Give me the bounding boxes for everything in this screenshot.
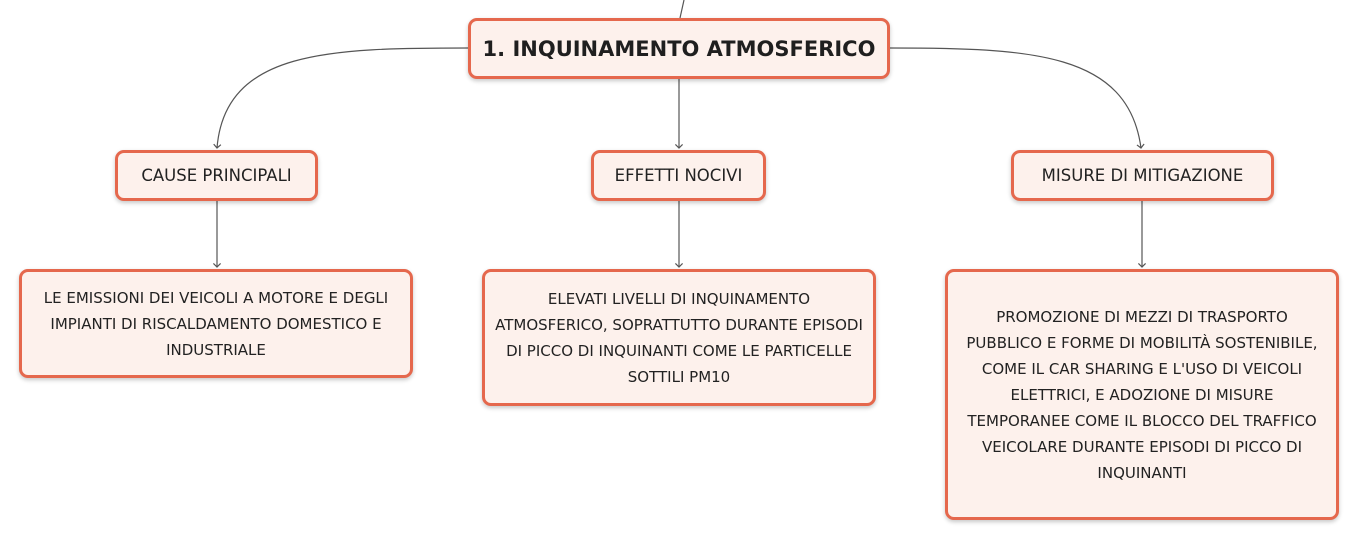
- category-node-measures[interactable]: [1011, 150, 1274, 201]
- connector-from-parent: [680, 0, 684, 18]
- category-label-causes: CAUSE PRINCIPALI: [141, 166, 292, 185]
- detail-text-measures: PROMOZIONE DI MEZZI DI TRASPORTO PUBBLICO E FORME DI MOBILITÀ SOSTENIBILE, COME IL CAR SHARING E L'USO DI VEICOLI ELETTRICI, E ADOZIONE DI MISURE TEMPORANEE COME IL BLOCCO DEL TRAFFICO VEICOLARE DURANTE EPISODI DI PICCO DI INQUINANTI: [966, 307, 1318, 482]
- category-label-effects: EFFETTI NOCIVI: [614, 166, 743, 185]
- connector-root-to-measures: [890, 48, 1141, 148]
- category-node-effects[interactable]: [591, 150, 766, 201]
- detail-node-measures[interactable]: [945, 269, 1339, 520]
- detail-text-effects: ELEVATI LIVELLI DI INQUINAMENTO ATMOSFERICO, SOPRATTUTTO DURANTE EPISODI DI PICCO DI INQUINANTI COME LE PARTICELLE SOTTILI PM10: [495, 289, 863, 386]
- detail-node-causes[interactable]: [19, 269, 413, 378]
- connector-root-to-cause: [217, 48, 468, 148]
- detail-text-causes: LE EMISSIONI DEI VEICOLI A MOTORE E DEGLI IMPIANTI DI RISCALDAMENTO DOMESTICO E INDUSTRIALE: [43, 288, 389, 359]
- category-node-causes[interactable]: [115, 150, 318, 201]
- root-node-label: 1. INQUINAMENTO ATMOSFERICO: [482, 36, 876, 61]
- detail-node-effects[interactable]: [482, 269, 876, 406]
- root-node[interactable]: [468, 18, 890, 79]
- category-label-measures: MISURE DI MITIGAZIONE: [1041, 166, 1244, 185]
